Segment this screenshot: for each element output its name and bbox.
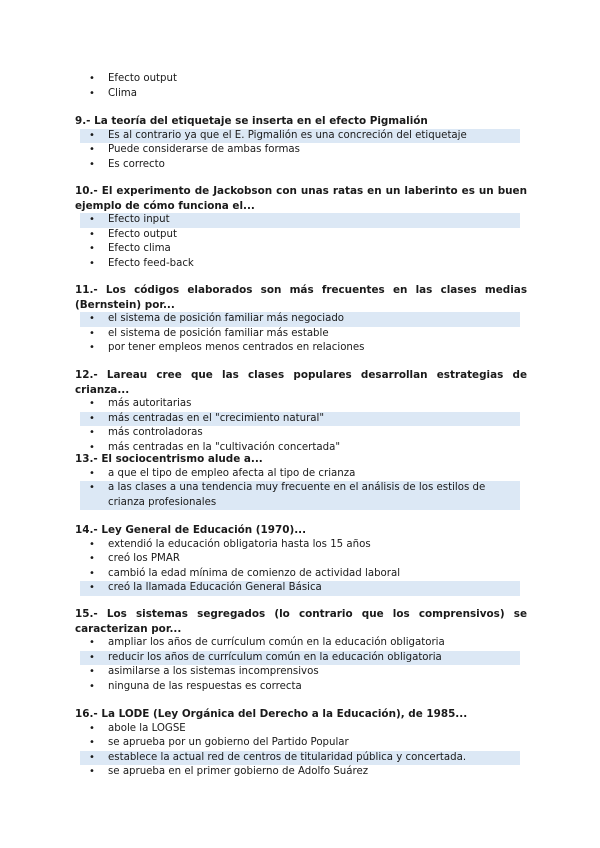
question-8-tail — [0, 72, 520, 101]
option-item: • cambió la edad mínima de comienzo de actividad laboral — [80, 567, 520, 582]
option-item: • Puede considerarse de ambas formas — [80, 143, 520, 158]
option-item: • extendió la educación obligatoria hasta los 15 años — [80, 538, 520, 553]
option-list — [0, 636, 527, 694]
option-item-highlighted: • reducir los años de currículum común en la educación obligatoria — [80, 651, 520, 666]
option-item: • Efecto output — [80, 228, 520, 243]
option-item-highlighted: • más centradas en el "crecimiento natural" — [80, 412, 520, 427]
option-item: • a que el tipo de empleo afecta al tipo de crianza — [80, 467, 520, 482]
question-title: 11.- Los códigos elaborados son más frecuentes en las clases medias (Bernstein) por... — [75, 284, 527, 311]
question-title: 14.- Ley General de Educación (1970)... — [75, 524, 307, 536]
option-item: • asimilarse a los sistemas incomprensivos — [80, 665, 520, 680]
option-item-highlighted: • a las clases a una tendencia muy frecuente en el análisis de los estilos de crianza profesionales — [80, 481, 520, 510]
option-item: • abole la LOGSE — [80, 722, 520, 737]
question-10 — [0, 184, 527, 271]
option-item: • más controladoras — [80, 426, 520, 441]
option-item-highlighted: • Efecto input — [80, 213, 520, 228]
option-item: • ampliar los años de currículum común en la educación obligatoria — [80, 636, 520, 651]
option-item: • por tener empleos menos centrados en relaciones — [80, 341, 520, 356]
question-title: 13.- El sociocentrismo alude a... — [75, 453, 263, 465]
question-15 — [0, 607, 527, 694]
question-14 — [0, 523, 527, 596]
option-item: • se aprueba por un gobierno del Partido Popular — [80, 736, 520, 751]
option-list — [0, 538, 527, 596]
option-list — [0, 129, 527, 173]
option-item: • Efecto feed-back — [80, 257, 520, 272]
question-13 — [0, 452, 527, 510]
option-list — [0, 397, 527, 455]
option-list — [0, 213, 527, 271]
option-item: • Clima — [80, 87, 520, 102]
option-item-highlighted: • el sistema de posición familiar más negociado — [80, 312, 520, 327]
question-11 — [0, 283, 527, 356]
option-item-highlighted: • creó la llamada Educación General Básica — [80, 581, 520, 596]
question-16 — [0, 707, 527, 780]
question-title: 16.- La LODE (Ley Orgánica del Derecho a la Educación), de 1985... — [75, 708, 468, 720]
question-title: 15.- Los sistemas segregados (lo contrario que los comprensivos) se caracterizan por... — [75, 608, 527, 635]
question-12 — [0, 368, 527, 455]
question-title: 9.- La teoría del etiquetaje se inserta en el efecto Pigmalión — [75, 115, 428, 127]
option-item: • más autoritarias — [80, 397, 520, 412]
option-list — [0, 722, 527, 780]
option-item: • el sistema de posición familiar más estable — [80, 327, 520, 342]
option-list — [0, 72, 520, 101]
question-title: 10.- El experimento de Jackobson con unas ratas en un laberinto es un buen ejemplo de cómo funciona el... — [75, 185, 527, 212]
option-list — [0, 467, 527, 511]
option-item-highlighted: • Es al contrario ya que el E. Pigmalión es una concreción del etiquetaje — [80, 129, 520, 144]
option-item: • ninguna de las respuestas es correcta — [80, 680, 520, 695]
option-item-highlighted: • establece la actual red de centros de titularidad pública y concertada. — [80, 751, 520, 766]
option-list — [0, 312, 527, 356]
option-item: • se aprueba en el primer gobierno de Adolfo Suárez — [80, 765, 520, 780]
option-item: • Efecto output — [80, 72, 520, 87]
option-item: • Es correcto — [80, 158, 520, 173]
question-title: 12.- Lareau cree que las clases populares desarrollan estrategias de crianza... — [75, 369, 527, 396]
option-item: • creó los PMAR — [80, 552, 520, 567]
option-item: • más centradas en la "cultivación concertada" — [80, 441, 520, 456]
option-item: • Efecto clima — [80, 242, 520, 257]
question-9 — [0, 114, 527, 172]
